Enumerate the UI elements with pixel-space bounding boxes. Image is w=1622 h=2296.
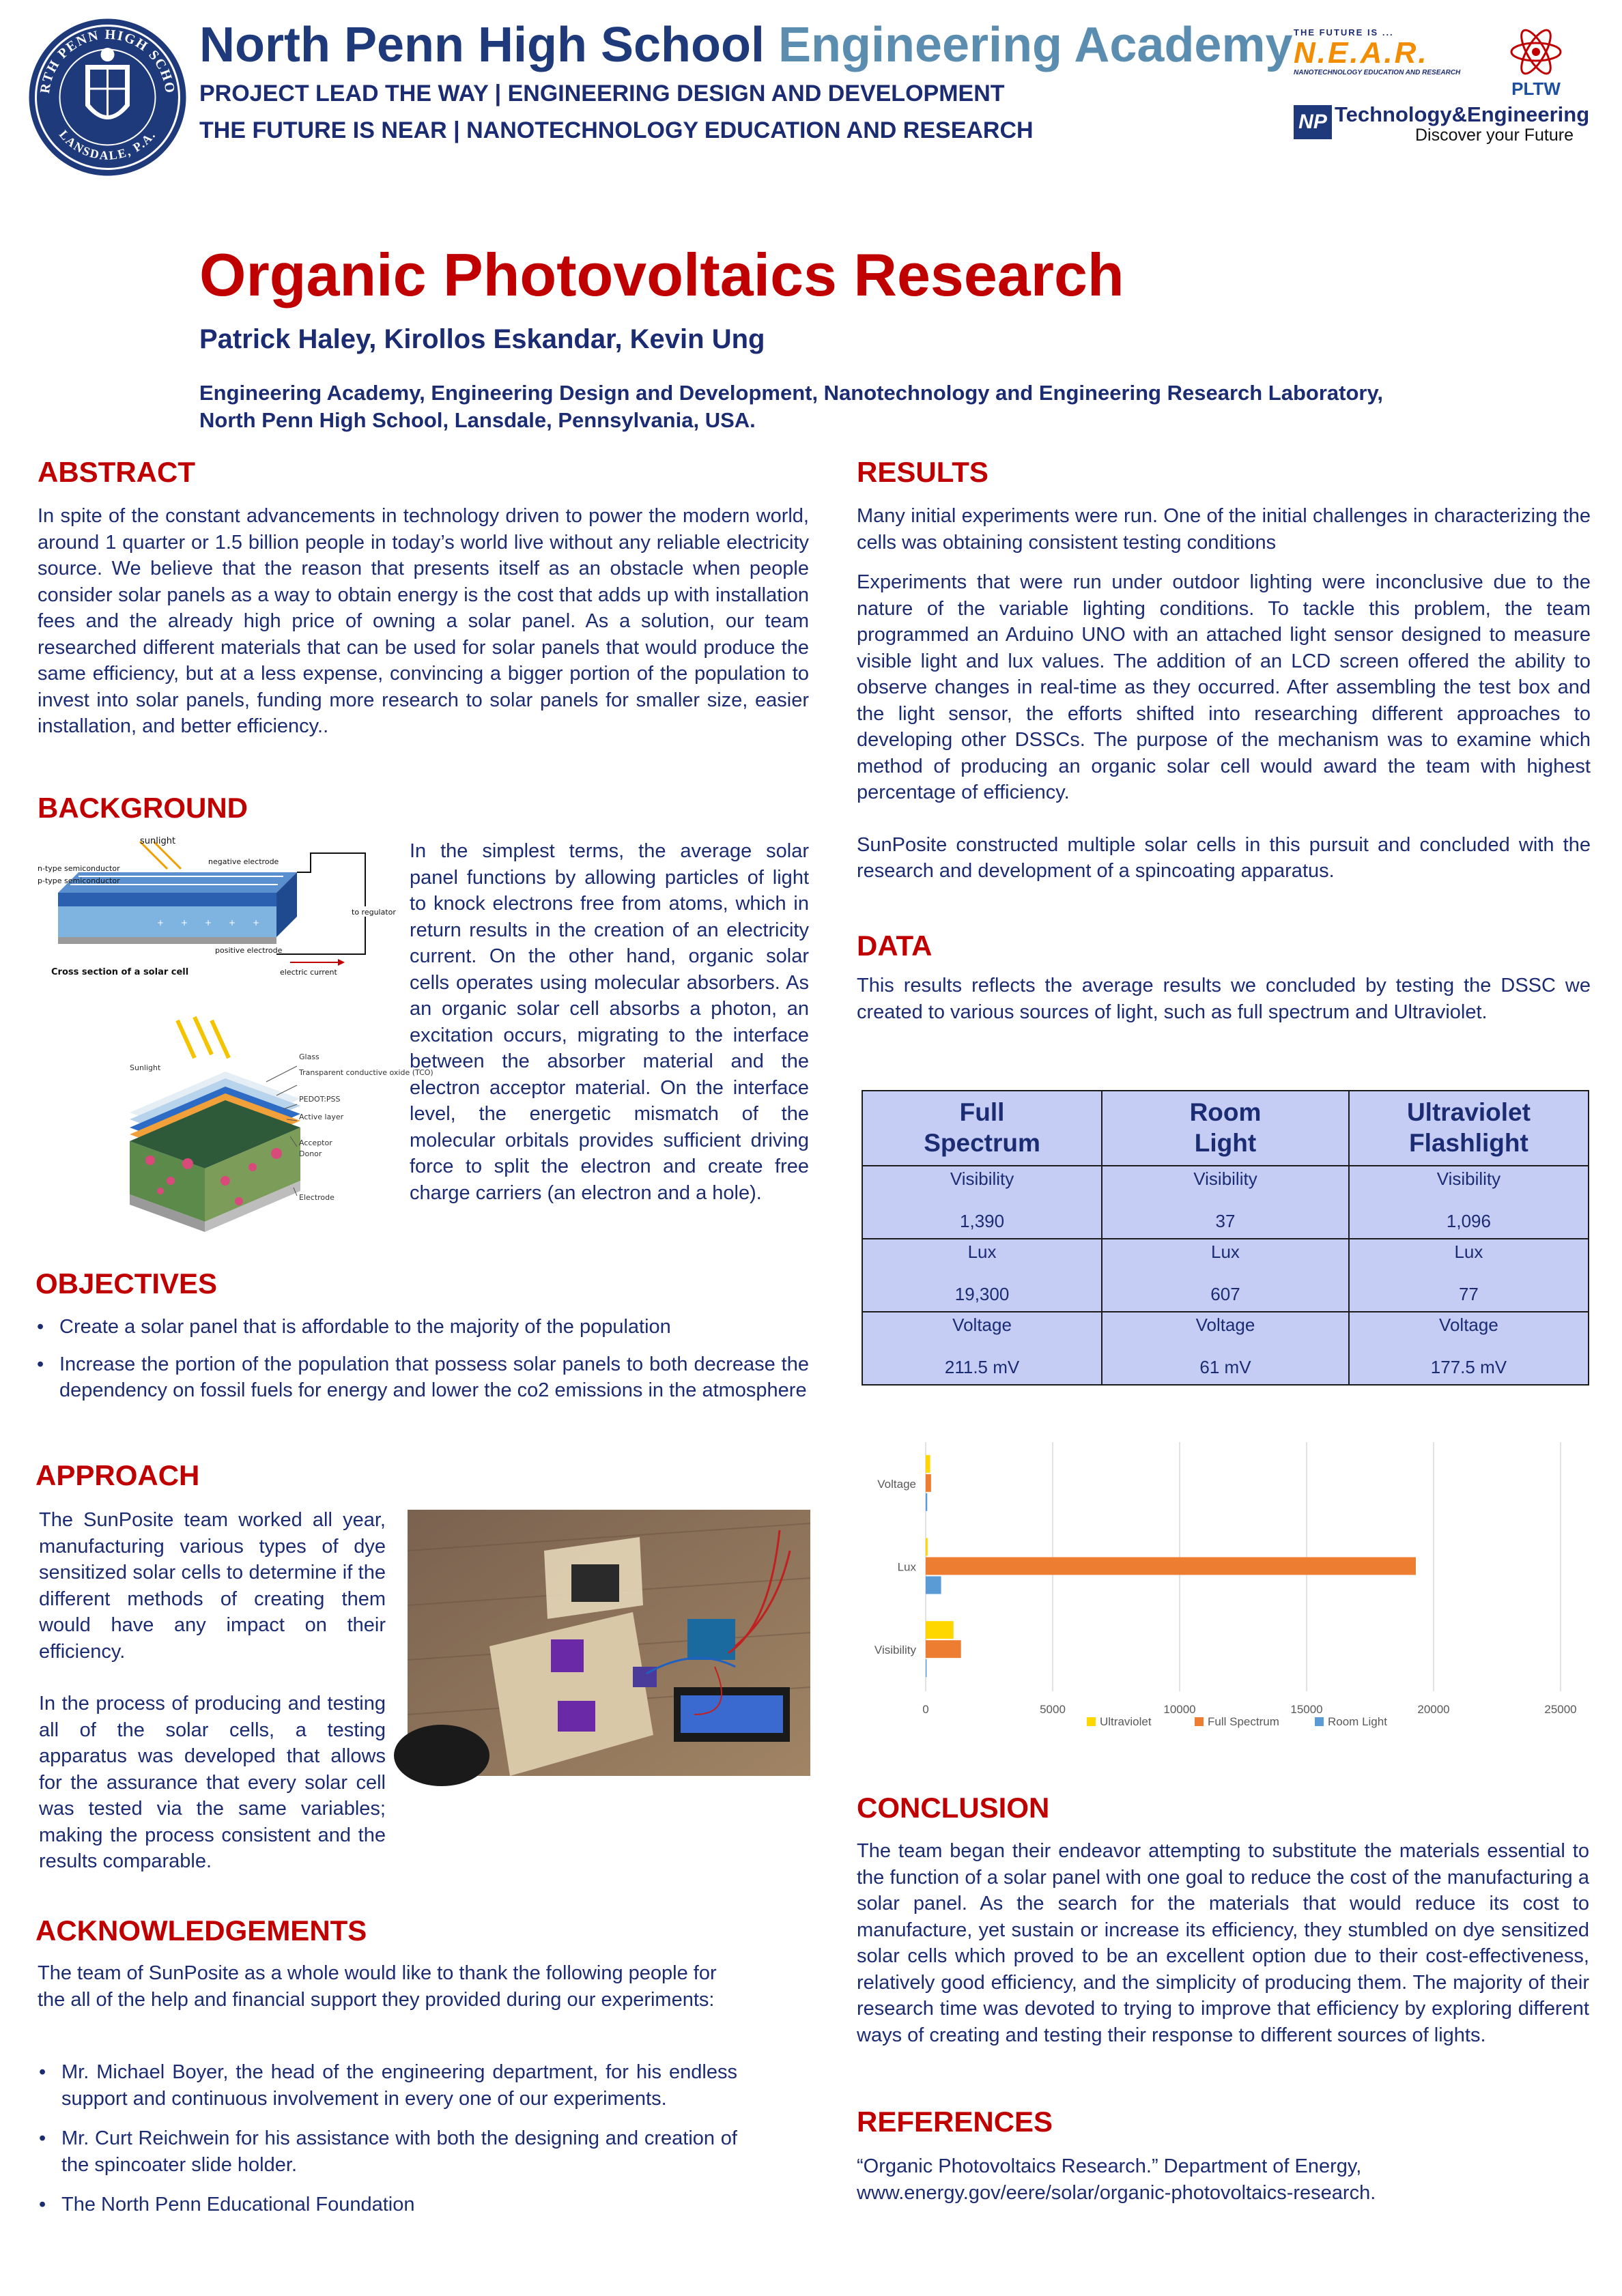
conclusion-text: The team began their endeavor attempting to substitute the materials essential to the function of a solar panel with one goal to reduce the cost of the manufacturing a solar panel. As the search for the materials that would reduce its cost to manufacture, yet sustain or increase its efficiency, they stumbled on dye sensitized solar cells which proved to be an excellent option due to their cost-effectiveness, relatively good efficiency, and the simplicity of producing them. The majority of their research time was devoted to trying to improve that efficiency by exploring different ways of creating and testing their response to different sources of lights. xyxy=(857,1840,1589,2046)
svg-text:sunlight: sunlight xyxy=(140,836,176,846)
np-mark: NP xyxy=(1294,105,1332,139)
conclusion-heading: CONCLUSION xyxy=(857,1792,1050,1824)
objective-item: • Create a solar panel that is affordable to the majority of the population xyxy=(35,1314,809,1340)
table-header-row xyxy=(862,1091,1589,1166)
pltw-logo: PLTW xyxy=(1502,27,1570,96)
academy-name: Engineering Academy xyxy=(778,18,1293,72)
col-header-room-light: Room Light xyxy=(1102,1091,1349,1166)
svg-text:to regulator: to regulator xyxy=(352,908,396,917)
approach-text xyxy=(39,1507,386,1884)
approach-paragraph-1: The SunPosite team worked all year, manufacturing various types of dye sensitized solar cells to determine if the different methods of creating them would have any impact on their efficiency. xyxy=(39,1509,386,1663)
x-tick-label: 10000 xyxy=(1163,1703,1196,1716)
acknowledgement-item: • Mr. Michael Boyer, the head of the engineering department, for his endless support and continuous involvement in every one of our experiments. xyxy=(38,2059,737,2112)
legend-entry: Full Spectrum xyxy=(1208,1715,1279,1728)
svg-text:+: + xyxy=(157,918,165,928)
results-heading: RESULTS xyxy=(857,456,988,488)
svg-text:+: + xyxy=(181,918,188,928)
svg-text:Transparent conductive oxide (: Transparent conductive oxide (TCO) xyxy=(299,1068,433,1077)
objectives-list xyxy=(35,1314,809,1415)
testing-apparatus-photo xyxy=(408,1510,810,1776)
acknowledgement-item: • Mr. Curt Reichwein for his assistance with both the designing and creation of the spincoater slide holder. xyxy=(38,2125,737,2178)
near-logo: THE FUTURE IS ... N.E.A.R. NANOTECHNOLOGY EDUCATION AND RESEARCH xyxy=(1294,27,1461,76)
svg-text:Active layer: Active layer xyxy=(299,1113,344,1121)
data-intro: This results reflects the average results we concluded by testing the DSSC we created to various sources of light, such as full spectrum and Ultraviolet. xyxy=(857,975,1591,1023)
subhead-pltw: PROJECT LEAD THE WAY | ENGINEERING DESIGN AND DEVELOPMENT xyxy=(199,81,1005,106)
svg-text:PEDOT:PSS: PEDOT:PSS xyxy=(299,1095,341,1104)
x-tick-label: 20000 xyxy=(1417,1703,1450,1716)
subhead-near: THE FUTURE IS NEAR | NANOTECHNOLOGY EDUCATION AND RESEARCH xyxy=(199,117,1034,143)
svg-text:Acceptor: Acceptor xyxy=(299,1138,332,1147)
col-header-ultraviolet: Ultraviolet Flashlight xyxy=(1349,1091,1589,1166)
svg-text:+: + xyxy=(205,918,212,928)
results-paragraph-3: SunPosite constructed multiple solar cells in this pursuit and concluded with the research and development of a spincoating apparatus. xyxy=(857,833,1591,882)
svg-text:Cross section of a solar cell: Cross section of a solar cell xyxy=(51,967,189,977)
results-data-table xyxy=(862,1090,1589,1386)
acknowledgements-heading: ACKNOWLEDGEMENTS xyxy=(35,1914,367,1947)
svg-text:negative electrode: negative electrode xyxy=(208,857,279,866)
svg-text:electric current: electric current xyxy=(280,968,337,977)
bar-full-spectrum-visibility xyxy=(926,1640,961,1658)
table-row: Voltage 211.5 mV Voltage 61 mV Voltage 177.5 mV xyxy=(862,1312,1589,1385)
table-row: Lux 19,300 Lux 607 Lux 77 xyxy=(862,1239,1589,1312)
np-technology-logo: NP Technology&Engineering Discover your Future xyxy=(1294,102,1574,143)
references-text xyxy=(857,2153,1589,2206)
organic-solar-cell-layers-diagram xyxy=(130,1017,433,1242)
data-heading: DATA xyxy=(857,930,933,962)
approach-heading: APPROACH xyxy=(35,1459,200,1491)
reference-line-1: “Organic Photovoltaics Research.” Department of Energy, xyxy=(857,2155,1362,2177)
bar-ultraviolet-visibility xyxy=(926,1621,954,1639)
svg-text:Sunlight: Sunlight xyxy=(130,1063,161,1072)
poster-title: Organic Photovoltaics Research xyxy=(199,241,1124,308)
bar-ultraviolet-lux xyxy=(926,1538,928,1556)
legend-swatch xyxy=(1195,1717,1204,1726)
bar-room-light-voltage xyxy=(926,1493,927,1511)
solar-cell-cross-section-diagram xyxy=(38,838,399,999)
acknowledgements-list xyxy=(38,2059,737,2229)
x-tick-label: 25000 xyxy=(1544,1703,1577,1716)
authors: Patrick Haley, Kirollos Eskandar, Kevin Ung xyxy=(199,324,765,354)
approach-paragraph-2: In the process of producing and testing all of the solar cells, a testing apparatus was developed that allows for the assurance that every solar cell was tested via the same variables; making the process consistent and the results comparable. xyxy=(39,1693,386,1872)
legend-entry: Room Light xyxy=(1328,1715,1387,1728)
results-paragraph-1: Many initial experiments were run. One of the initial challenges in characterizing the cells was obtaining consistent testing conditions xyxy=(857,505,1591,554)
abstract-text: In spite of the constant advancements in technology driven to power the modern world, around 1 quarter or 1.5 billion people in today’s world live without any reliable electricity source. We believe that the reason that presents itself as an obstacle when people consider solar panels as a way to obtain energy is the cost that adds up with installation fees and the already high price of owning a solar panel. As a solution, our team researched different materials that can be used for solar panels that would produce the same efficiency, but at a less expense, convincing a bigger portion of the population to invest into solar panels, funding more research to solar panels for smaller size, easier installation, and better efficiency.. xyxy=(38,505,809,737)
abstract-heading: ABSTRACT xyxy=(38,456,195,488)
bar-full-spectrum-lux xyxy=(926,1558,1416,1575)
results-text xyxy=(857,503,1591,894)
reference-line-2: www.energy.gov/eere/solar/organic-photovoltaics-research. xyxy=(857,2181,1376,2204)
x-tick-label: 0 xyxy=(922,1703,929,1716)
y-category-label: Voltage xyxy=(877,1477,916,1491)
svg-text:Donor: Donor xyxy=(299,1149,322,1158)
svg-text:+: + xyxy=(229,918,236,928)
bar-ultraviolet-voltage xyxy=(926,1455,930,1473)
background-heading: BACKGROUND xyxy=(38,792,248,824)
school-name: North Penn High School xyxy=(199,18,765,72)
legend-entry: Ultraviolet xyxy=(1100,1715,1152,1728)
x-tick-label: 15000 xyxy=(1290,1703,1323,1716)
affiliation-line-1: Engineering Academy, Engineering Design and Development, Nanotechnology and Engineering Research Laboratory, xyxy=(199,381,1384,405)
background-text: In the simplest terms, the average solar panel functions by allowing particles of light to knock electrons free from atoms, which in return results in the creation of an electricity current. On the other hand, organic solar cells operates using molecular absorbers. As an organic solar cell absorbs a photon, an excitation occurs, migrating to the interface between the absorber material and the electron acceptor material. On the interface level, the energetic mismatch of the molecular orbitals provides sufficient driving force to split the electron and create free charge carriers (an electron and a hole). xyxy=(410,840,809,1204)
y-category-label: Lux xyxy=(897,1560,916,1574)
x-tick-label: 5000 xyxy=(1040,1703,1066,1716)
svg-text:LANSDALE, P.A.: LANSDALE, P.A. xyxy=(56,127,159,162)
objectives-heading: OBJECTIVES xyxy=(35,1267,218,1300)
light-source-bar-chart xyxy=(862,1439,1589,1746)
svg-text:NORTH PENN HIGH SCHOOL: RTH PENN HIGH SCHO xyxy=(37,27,178,96)
references-heading: REFERENCES xyxy=(857,2106,1053,2138)
atom-icon xyxy=(1502,27,1570,76)
school-seal-logo xyxy=(27,17,188,177)
bar-full-spectrum-voltage xyxy=(926,1474,931,1492)
bar-room-light-lux xyxy=(926,1577,941,1594)
table-row: Visibility 1,390 Visibility 37 Visibility 1,096 xyxy=(862,1166,1589,1239)
svg-text:n-type semiconductor: n-type semiconductor xyxy=(38,864,120,873)
svg-text:+: + xyxy=(253,918,260,928)
objective-item: • Increase the portion of the population that possess solar panels to both decrease the dependency on fossil fuels for energy and lower the co2 emissions in the atmosphere xyxy=(35,1351,809,1404)
results-paragraph-2: Experiments that were run under outdoor lighting were inconclusive due to the nature of the variable lighting conditions. To tackle this problem, the team programmed an Arduino UNO with an attached light sensor designed to measure visible light and lux values. The addition of an LCD screen offered the ability to observe changes in real-time as they occurred. After assembling the test box and the light sensor, the efforts shifted into researching different approaches to developing other DSSCs. The purpose of the mechanism was to examine which method of producing an organic solar cell would award the team with highest percentage of efficiency. xyxy=(857,571,1591,803)
svg-text:Glass: Glass xyxy=(299,1052,319,1061)
y-category-label: Visibility xyxy=(874,1644,916,1657)
svg-text:p-type semiconductor: p-type semiconductor xyxy=(38,876,120,885)
svg-text:positive electrode: positive electrode xyxy=(215,946,283,955)
affiliation-line-2: North Penn High School, Lansdale, Pennsylvania, USA. xyxy=(199,408,756,432)
school-title xyxy=(199,17,1293,73)
acknowledgement-item: • The North Penn Educational Foundation xyxy=(38,2192,737,2218)
legend-swatch xyxy=(1315,1717,1324,1726)
svg-text:Electrode: Electrode xyxy=(299,1193,335,1202)
acknowledgements-intro: The team of SunPosite as a whole would like to thank the following people for the all of the help and financial support they provided during our experiments: xyxy=(38,1962,717,2011)
legend-swatch xyxy=(1087,1717,1096,1726)
col-header-full-spectrum: Full Spectrum xyxy=(862,1091,1102,1166)
